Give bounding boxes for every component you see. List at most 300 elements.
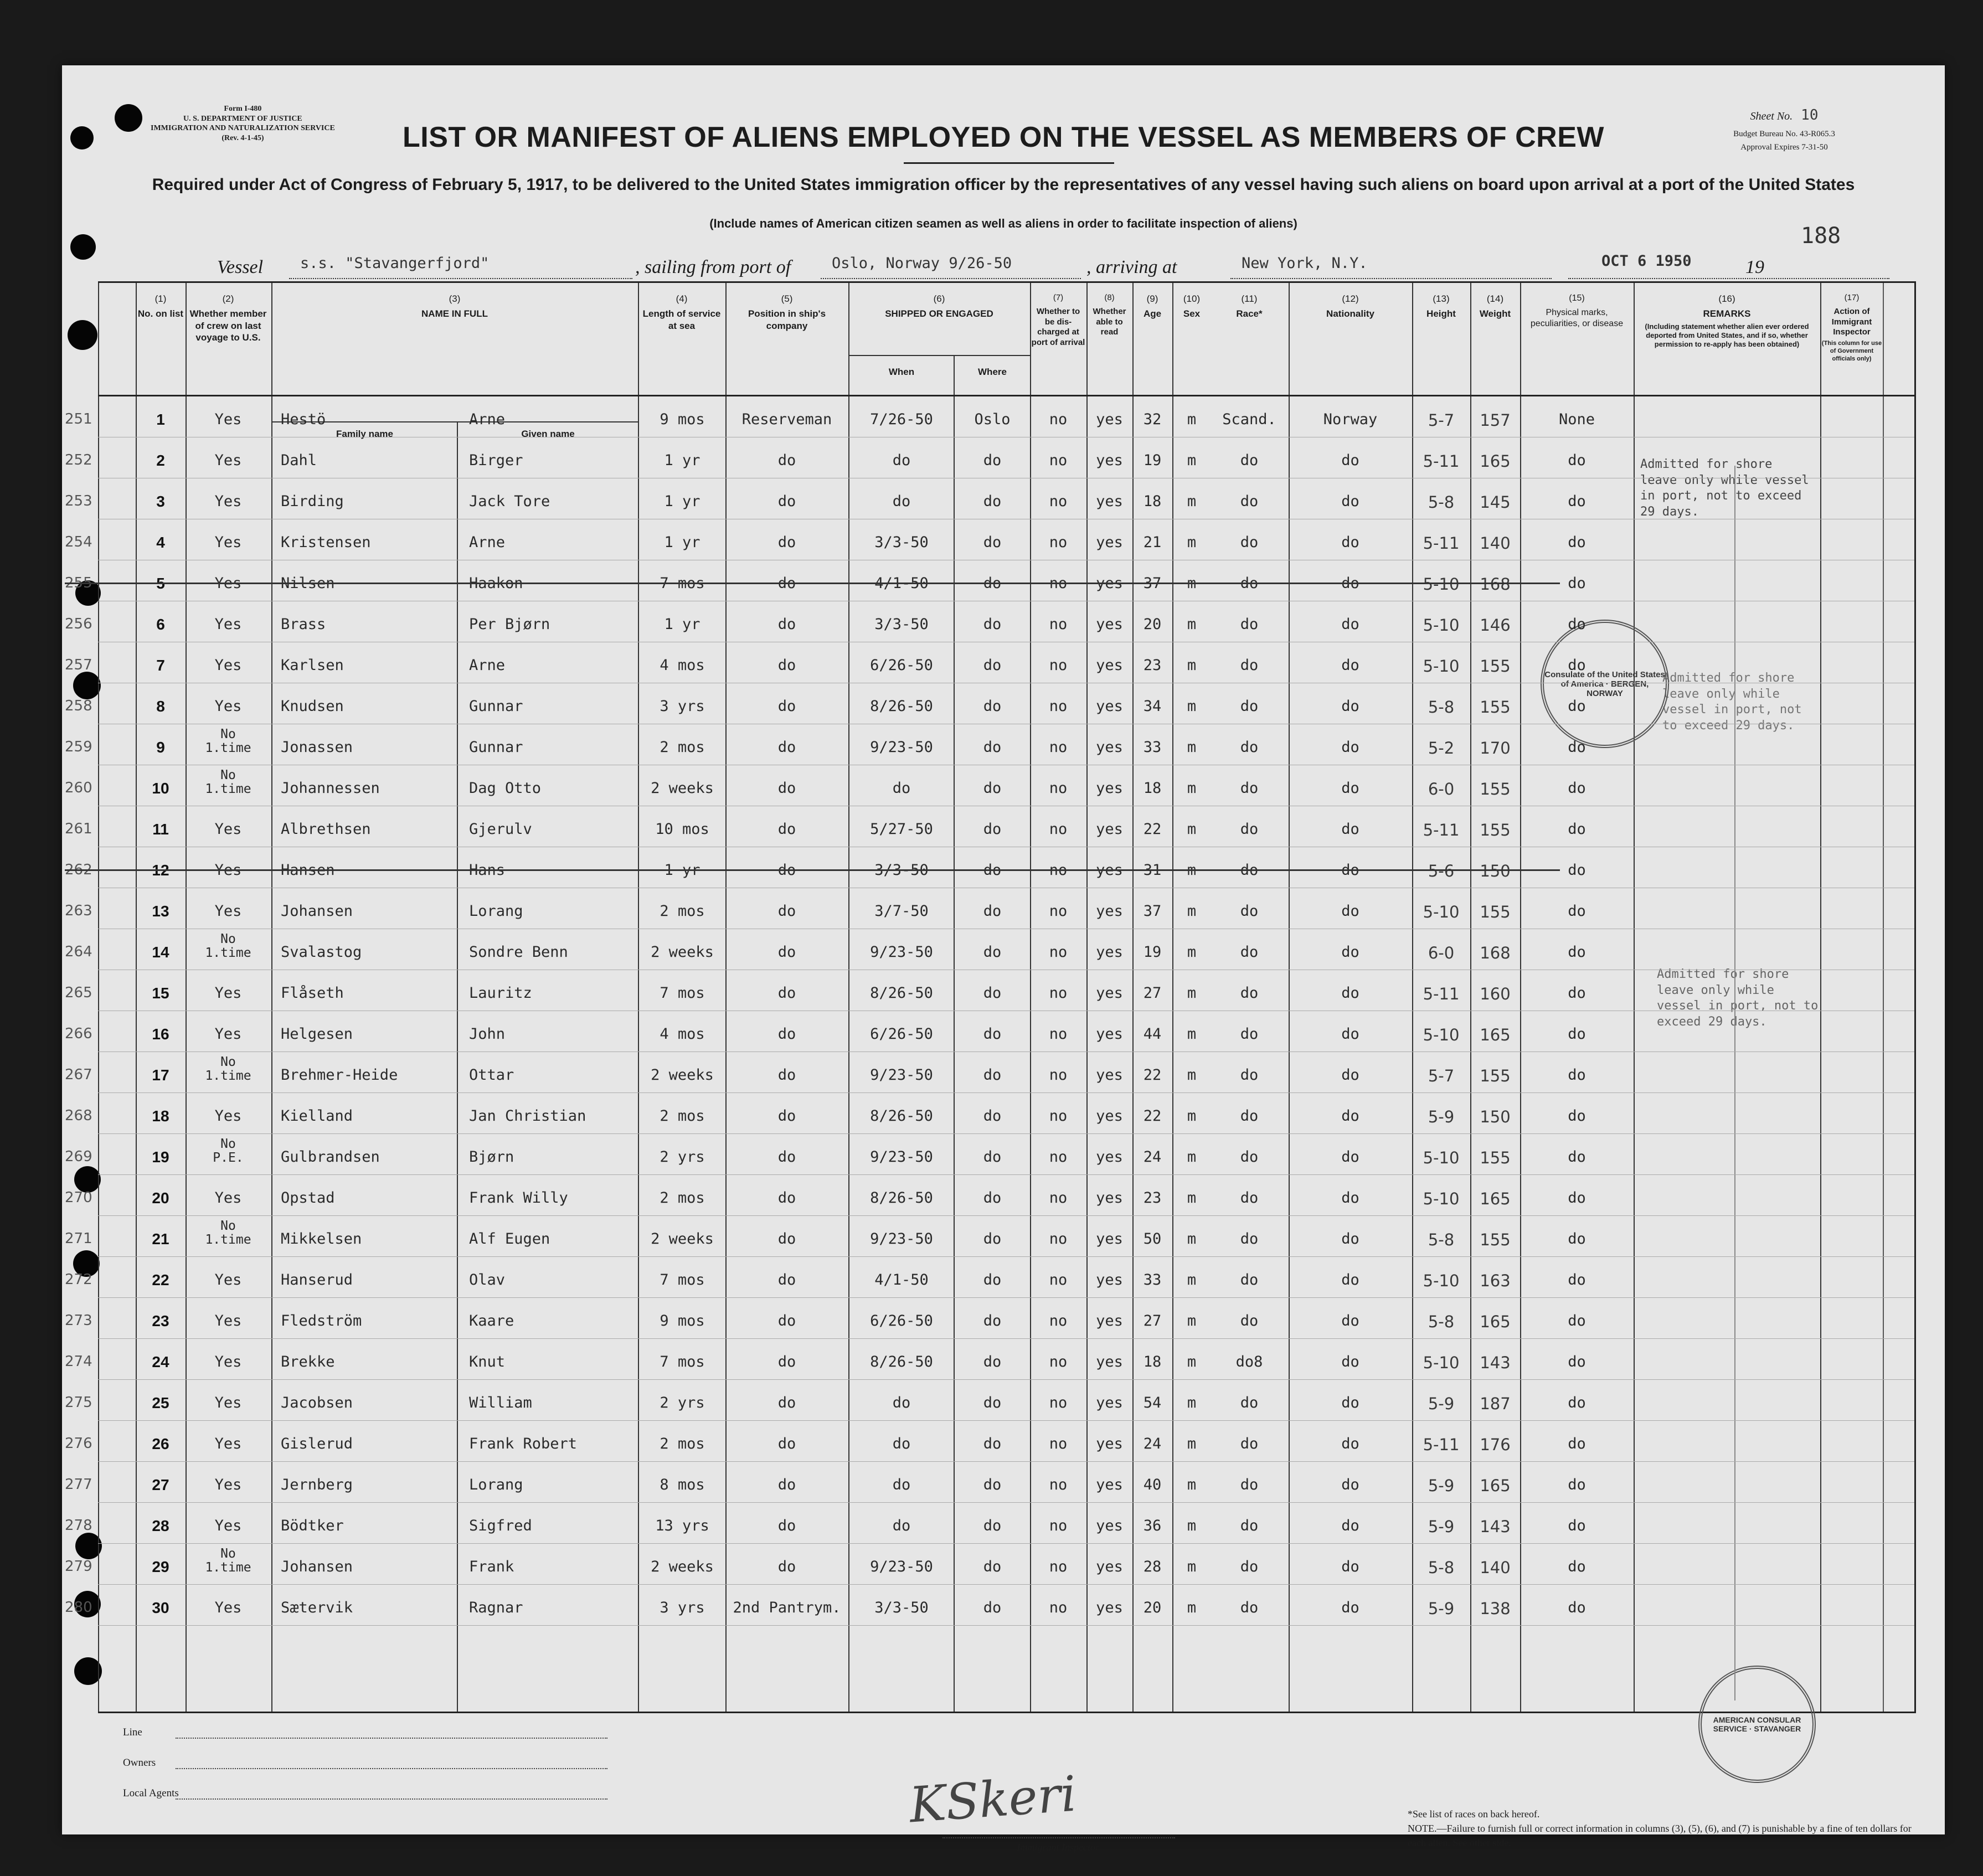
cell-sex: m xyxy=(1187,862,1197,879)
cell-given: Jan Christian xyxy=(469,1107,586,1125)
cell-nationality: do xyxy=(1341,739,1359,756)
cell-age: 18 xyxy=(1143,780,1162,797)
cell-where: do xyxy=(983,1271,1002,1289)
cell-margin: 259 xyxy=(65,739,92,755)
cell-weight: 155 xyxy=(1480,1066,1511,1085)
cell-position: do xyxy=(777,1558,796,1575)
cell-discharge: no xyxy=(1049,1066,1068,1084)
sailing-blank xyxy=(821,278,1081,279)
cell-given: Olav xyxy=(469,1271,506,1289)
cell-read: yes xyxy=(1096,985,1123,1002)
cell-given: Frank Robert xyxy=(469,1435,578,1452)
cell-no: 7 xyxy=(156,657,165,674)
header-label: Sex xyxy=(1183,308,1201,319)
cell-race: do xyxy=(1240,985,1259,1002)
header-num: (6) xyxy=(933,293,945,304)
cell-weight: 155 xyxy=(1480,1230,1511,1249)
header-able-read xyxy=(1088,293,1131,338)
cell-position: do xyxy=(777,1312,796,1329)
cell-where: do xyxy=(983,575,1002,592)
cell-marks: do xyxy=(1568,657,1586,674)
header-inspector-note: (This column for use of Government officials only) xyxy=(1821,340,1882,362)
cell-discharge: no xyxy=(1049,821,1068,838)
cell-service: 7 mos xyxy=(660,1353,705,1370)
cell-given: Kaare xyxy=(469,1312,514,1329)
cell-no: 20 xyxy=(152,1189,169,1207)
header-label: Nationality xyxy=(1326,308,1374,319)
inspector-label: Immigrant Inspector. xyxy=(942,1837,1175,1853)
cell-race: do xyxy=(1240,1066,1259,1084)
cell-given: Birger xyxy=(469,452,523,469)
cell-where: do xyxy=(983,1230,1002,1248)
cell-given: Arne xyxy=(469,411,506,428)
cell-age: 27 xyxy=(1143,1312,1162,1329)
cell-service: 7 mos xyxy=(660,1271,705,1289)
cell-position: do xyxy=(777,1025,796,1043)
cell-marks: do xyxy=(1568,739,1586,756)
cell-discharge: no xyxy=(1049,698,1068,715)
cell-sex: m xyxy=(1187,903,1197,920)
cell-no: 17 xyxy=(152,1066,169,1084)
cell-sex: m xyxy=(1187,575,1197,592)
cell-read: yes xyxy=(1096,575,1123,592)
cell-margin: 258 xyxy=(65,698,92,714)
cell-discharge: no xyxy=(1049,739,1068,756)
cell-service: 1 yr xyxy=(664,534,701,551)
cell-margin: 277 xyxy=(65,1476,92,1493)
cell-marks: do xyxy=(1568,1476,1586,1493)
cell-read: yes xyxy=(1096,534,1123,551)
table-row xyxy=(65,601,1914,642)
cell-marks: do xyxy=(1568,1189,1586,1207)
cell-service: 2 weeks xyxy=(651,780,714,797)
header-num: (2) xyxy=(222,293,234,304)
cell-discharge: no xyxy=(1049,944,1068,961)
cell-given: Lorang xyxy=(469,1476,523,1493)
cell-no: 2 xyxy=(156,452,165,469)
header-label: SHIPPED OR ENGAGED xyxy=(885,308,993,319)
header-label: Whether able to read xyxy=(1093,306,1126,337)
cell-height: 5-8 xyxy=(1428,493,1455,512)
cell-position: do xyxy=(777,1476,796,1493)
cell-read: yes xyxy=(1096,1025,1123,1043)
header-label: NAME IN FULL xyxy=(421,308,488,319)
cell-sex: m xyxy=(1187,780,1197,797)
cell-where: do xyxy=(983,657,1002,674)
cell-service: 3 yrs xyxy=(660,1599,705,1616)
cell-age: 28 xyxy=(1143,1558,1162,1575)
cell-service: 2 mos xyxy=(660,1435,705,1452)
cell-nationality: do xyxy=(1341,780,1359,797)
cell-no: 29 xyxy=(152,1558,169,1575)
cell-when: 3/3-50 xyxy=(874,1599,929,1616)
cell-marks: do xyxy=(1568,575,1586,592)
cell-height: 5-9 xyxy=(1428,1476,1455,1495)
cell-prev: Yes xyxy=(214,1394,242,1411)
cell-position: do xyxy=(777,1394,796,1411)
cell-marks: do xyxy=(1568,452,1586,469)
cell-service: 1 yr xyxy=(664,616,701,633)
cell-height: 5-10 xyxy=(1423,1148,1460,1167)
cell-given: Frank xyxy=(469,1558,514,1575)
cell-prev: Yes xyxy=(214,657,242,674)
cell-race: do xyxy=(1240,493,1259,510)
cell-nationality: do xyxy=(1341,1066,1359,1084)
cell-position: do xyxy=(777,944,796,961)
cell-marks: do xyxy=(1568,862,1586,879)
page-number: 188 xyxy=(1801,223,1841,249)
cell-race: do xyxy=(1240,1148,1259,1166)
cell-sex: m xyxy=(1187,452,1197,469)
cell-prev: Yes xyxy=(214,534,242,551)
cell-given: Arne xyxy=(469,534,506,551)
arriving-at: New York, N.Y. xyxy=(1242,255,1368,272)
cell-marks: do xyxy=(1568,1025,1586,1043)
cell-race: do xyxy=(1240,1517,1259,1534)
cell-given: Gunnar xyxy=(469,698,523,715)
cell-when: 8/26-50 xyxy=(870,698,933,715)
cell-position: do xyxy=(777,780,796,797)
header-label: Physical marks, peculiarities, or disease xyxy=(1530,308,1624,328)
cell-where: do xyxy=(983,903,1002,920)
cell-race: do xyxy=(1240,452,1259,469)
cell-sex: m xyxy=(1187,739,1197,756)
table-row xyxy=(65,1544,1914,1585)
cell-where: do xyxy=(983,739,1002,756)
cell-age: 32 xyxy=(1143,411,1162,428)
cell-no: 10 xyxy=(152,780,169,797)
table-row xyxy=(65,1134,1914,1175)
cell-margin: 276 xyxy=(65,1435,92,1452)
header-name-in-full xyxy=(272,293,637,320)
cell-when: 3/3-50 xyxy=(874,862,929,879)
table-row xyxy=(65,1257,1914,1298)
cell-margin: 251 xyxy=(65,411,92,427)
cell-age: 22 xyxy=(1143,821,1162,838)
cell-given: Arne xyxy=(469,657,506,674)
cell-position: do xyxy=(777,1148,796,1166)
cell-marks: do xyxy=(1568,1271,1586,1289)
header-remarks xyxy=(1635,293,1819,349)
cell-weight: 187 xyxy=(1480,1394,1511,1413)
cell-read: yes xyxy=(1096,1353,1123,1370)
cell-weight: 165 xyxy=(1480,1189,1511,1208)
cell-discharge: no xyxy=(1049,1230,1068,1248)
cell-service: 2 weeks xyxy=(651,1558,714,1575)
cell-discharge: no xyxy=(1049,1558,1068,1575)
cell-where: do xyxy=(983,1435,1002,1452)
cell-race: do xyxy=(1240,780,1259,797)
cell-discharge: no xyxy=(1049,780,1068,797)
cell-prev: Yes xyxy=(214,903,242,920)
cell-given: Bjørn xyxy=(469,1148,514,1166)
cell-prev: No 1.time xyxy=(205,932,251,961)
cell-height: 5-8 xyxy=(1428,1230,1455,1249)
cell-margin: 280 xyxy=(65,1599,92,1616)
cell-discharge: no xyxy=(1049,1271,1068,1289)
cell-height: 5-9 xyxy=(1428,1599,1455,1618)
page-subtitle: Required under Act of Congress of February 5, 1917, to be delivered to the United States immigration officer by the representatives of any vessel having such aliens on board upon arrival at a port of the United States xyxy=(152,176,1855,194)
cell-family: Mikkelsen xyxy=(281,1230,362,1248)
cell-service: 4 mos xyxy=(660,657,705,674)
cell-height: 5-10 xyxy=(1423,657,1460,676)
table-row xyxy=(65,1585,1914,1626)
cell-read: yes xyxy=(1096,944,1123,961)
cell-sex: m xyxy=(1187,1558,1197,1575)
department: U. S. DEPARTMENT OF JUSTICE xyxy=(183,114,302,123)
cell-age: 23 xyxy=(1143,657,1162,674)
cell-age: 24 xyxy=(1143,1435,1162,1452)
cell-position: do xyxy=(777,1435,796,1452)
cell-family: Knudsen xyxy=(281,698,344,715)
cell-position: do xyxy=(777,1066,796,1084)
cell-height: 5-8 xyxy=(1428,1558,1455,1577)
cell-nationality: do xyxy=(1341,903,1359,920)
cell-service: 9 mos xyxy=(660,411,705,428)
cell-position: do xyxy=(777,985,796,1002)
cell-race: do xyxy=(1240,575,1259,592)
approval-expiry: Approval Expires 7-31-50 xyxy=(1740,142,1828,152)
cell-nationality: do xyxy=(1341,821,1359,838)
row-divider xyxy=(98,1625,1914,1626)
cell-marks: do xyxy=(1568,821,1586,838)
header-position xyxy=(727,293,847,332)
cell-discharge: no xyxy=(1049,534,1068,551)
cell-no: 30 xyxy=(152,1599,169,1616)
cell-prev: No 1.time xyxy=(205,1055,251,1084)
cell-prev: No 1.time xyxy=(205,1547,251,1575)
sheet-label: Sheet No. xyxy=(1750,110,1793,122)
header-num: (15) xyxy=(1569,293,1585,303)
cell-given: Ragnar xyxy=(469,1599,523,1616)
cell-when: 9/23-50 xyxy=(870,1148,933,1166)
cell-service: 2 weeks xyxy=(651,944,714,961)
cell-no: 18 xyxy=(152,1107,169,1125)
cell-read: yes xyxy=(1096,1394,1123,1411)
cell-when: 9/23-50 xyxy=(870,944,933,961)
header-num: (16) xyxy=(1718,293,1735,304)
cell-given: Jack Tore xyxy=(469,493,550,510)
cell-position: do xyxy=(777,1230,796,1248)
cell-family: Jernberg xyxy=(281,1476,353,1493)
cell-service: 1 yr xyxy=(664,862,701,879)
cell-position: do xyxy=(777,739,796,756)
cell-given: Sigfred xyxy=(469,1517,532,1534)
cell-when: 9/23-50 xyxy=(870,1066,933,1084)
cell-height: 5-10 xyxy=(1423,903,1460,921)
header-num: (1) xyxy=(154,293,167,304)
cell-when: 9/23-50 xyxy=(870,1558,933,1575)
cell-discharge: no xyxy=(1049,616,1068,633)
cell-discharge: no xyxy=(1049,657,1068,674)
cell-family: Hestö xyxy=(281,411,326,428)
cell-family: Johansen xyxy=(281,1558,353,1575)
cell-prev: Yes xyxy=(214,1189,242,1207)
cell-service: 2 mos xyxy=(660,1107,705,1125)
cell-race: do xyxy=(1240,944,1259,961)
cell-margin: 265 xyxy=(65,985,92,1001)
table-row xyxy=(65,1093,1914,1134)
cell-when: 7/26-50 xyxy=(870,411,933,428)
cell-where: do xyxy=(983,1107,1002,1125)
cell-age: 24 xyxy=(1143,1148,1162,1166)
table-row xyxy=(65,1052,1914,1093)
cell-margin: 264 xyxy=(65,944,92,960)
cell-race: Scand. xyxy=(1222,411,1276,428)
cell-margin: 278 xyxy=(65,1517,92,1534)
cell-weight: 176 xyxy=(1480,1435,1511,1454)
cell-when: 5/27-50 xyxy=(870,821,933,838)
cell-discharge: no xyxy=(1049,575,1068,592)
cell-discharge: no xyxy=(1049,1517,1068,1534)
form-number: Form I-480 xyxy=(224,105,262,113)
header-prev-voyage xyxy=(187,293,270,343)
header-label: Whether to be dis-charged at port of arrival xyxy=(1031,306,1085,347)
cell-service: 2 weeks xyxy=(651,1066,714,1084)
cell-prev: Yes xyxy=(214,1312,242,1329)
header-label: Weight xyxy=(1479,308,1511,319)
punch-hole xyxy=(74,1166,101,1193)
cell-prev: Yes xyxy=(214,1599,242,1616)
cell-no: 23 xyxy=(152,1312,169,1329)
footer-owners-blank xyxy=(176,1768,607,1769)
cell-sex: m xyxy=(1187,493,1197,510)
cell-weight: 168 xyxy=(1480,575,1511,594)
cell-weight: 168 xyxy=(1480,944,1511,962)
cell-when: 9/23-50 xyxy=(870,739,933,756)
cell-service: 4 mos xyxy=(660,1025,705,1043)
header-family-name: Family name xyxy=(336,429,393,439)
cell-margin: 257 xyxy=(65,657,92,673)
cell-family: Svalastog xyxy=(281,944,362,961)
cell-race: do xyxy=(1240,903,1259,920)
cell-when: do xyxy=(892,493,911,510)
cell-sex: m xyxy=(1187,1353,1197,1370)
cell-family: Gislerud xyxy=(281,1435,353,1452)
cell-family: Jacobsen xyxy=(281,1394,353,1411)
cell-discharge: no xyxy=(1049,1189,1068,1207)
cell-service: 2 yrs xyxy=(660,1394,705,1411)
cell-margin: 267 xyxy=(65,1066,92,1083)
header-label: Race* xyxy=(1236,308,1263,319)
cell-nationality: do xyxy=(1341,1107,1359,1125)
cell-where: do xyxy=(983,1066,1002,1084)
cell-sex: m xyxy=(1187,534,1197,551)
header-label: Height xyxy=(1426,308,1456,319)
cell-sex: m xyxy=(1187,1148,1197,1166)
cell-sex: m xyxy=(1187,1107,1197,1125)
arrival-date-stamp: OCT 6 1950 xyxy=(1601,252,1692,270)
cell-where: do xyxy=(983,1189,1002,1207)
cell-marks: do xyxy=(1568,1312,1586,1329)
header-label: Action of Immigrant Inspector xyxy=(1831,306,1872,337)
cell-nationality: do xyxy=(1341,616,1359,633)
cell-age: 33 xyxy=(1143,1271,1162,1289)
cell-marks: do xyxy=(1568,780,1586,797)
cell-no: 26 xyxy=(152,1435,169,1452)
cell-race: do xyxy=(1240,1599,1259,1616)
cell-sex: m xyxy=(1187,1517,1197,1534)
cell-age: 33 xyxy=(1143,739,1162,756)
cell-read: yes xyxy=(1096,1517,1123,1534)
cell-prev: Yes xyxy=(214,575,242,592)
cell-weight: 155 xyxy=(1480,821,1511,839)
cell-weight: 160 xyxy=(1480,985,1511,1003)
consulate-stamp: Consulate of the United States of America · BERGEN, NORWAY xyxy=(1541,620,1669,748)
cell-where: do xyxy=(983,862,1002,879)
cell-family: Flåseth xyxy=(281,985,344,1002)
cell-position: do xyxy=(777,534,796,551)
cell-when: 6/26-50 xyxy=(870,1312,933,1329)
cell-position: do xyxy=(777,1517,796,1534)
cell-height: 5-10 xyxy=(1423,616,1460,635)
cell-marks: do xyxy=(1568,944,1586,961)
cell-age: 19 xyxy=(1143,452,1162,469)
cell-age: 54 xyxy=(1143,1394,1162,1411)
cell-read: yes xyxy=(1096,1148,1123,1166)
page-instruction: (Include names of American citizen seamen as well as aliens in order to facilitate inspection of aliens) xyxy=(709,217,1297,230)
cell-height: 5-2 xyxy=(1428,739,1455,757)
cell-age: 21 xyxy=(1143,534,1162,551)
cell-height: 5-11 xyxy=(1423,1435,1460,1454)
cell-family: Kristensen xyxy=(281,534,371,551)
header-physical-marks xyxy=(1521,293,1632,329)
cell-family: Brekke xyxy=(281,1353,335,1370)
cell-race: do xyxy=(1240,616,1259,633)
punch-hole xyxy=(68,320,97,350)
cell-prev: Yes xyxy=(214,411,242,428)
table-row xyxy=(65,560,1914,601)
cell-marks: do xyxy=(1568,1394,1586,1411)
table-row xyxy=(65,396,1914,437)
cell-marks: do xyxy=(1568,1599,1586,1616)
cell-race: do xyxy=(1240,1558,1259,1575)
cell-no: 1 xyxy=(156,411,165,428)
cell-read: yes xyxy=(1096,862,1123,879)
cell-weight: 145 xyxy=(1480,493,1511,512)
cell-margin: 270 xyxy=(65,1189,92,1206)
cell-nationality: do xyxy=(1341,1148,1359,1166)
cell-position: do xyxy=(777,616,796,633)
cell-service: 7 mos xyxy=(660,985,705,1002)
cell-height: 5-8 xyxy=(1428,1312,1455,1331)
cell-position: do xyxy=(777,1107,796,1125)
cell-family: Dahl xyxy=(281,452,317,469)
cell-sex: m xyxy=(1187,821,1197,838)
cell-when: 6/26-50 xyxy=(870,657,933,674)
cell-height: 5-10 xyxy=(1423,1189,1460,1208)
cell-family: Bödtker xyxy=(281,1517,344,1534)
cell-age: 36 xyxy=(1143,1517,1162,1534)
cell-nationality: do xyxy=(1341,1025,1359,1043)
cell-prev: Yes xyxy=(214,1025,242,1043)
cell-marks: do xyxy=(1568,1353,1586,1370)
year-label: 19 xyxy=(1745,257,1764,277)
cell-position: do xyxy=(777,493,796,510)
cell-marks: do xyxy=(1568,1517,1586,1534)
cell-service: 1 yr xyxy=(664,452,701,469)
cell-no: 28 xyxy=(152,1517,169,1534)
cell-given: Sondre Benn xyxy=(469,944,568,961)
cell-where: do xyxy=(983,985,1002,1002)
cell-height: 5-10 xyxy=(1423,575,1460,594)
cell-age: 22 xyxy=(1143,1066,1162,1084)
strike-through-line xyxy=(65,583,1560,584)
cell-weight: 157 xyxy=(1480,411,1511,430)
cell-when: 4/1-50 xyxy=(874,575,929,592)
cell-height: 5-11 xyxy=(1423,985,1460,1003)
cell-position: do xyxy=(777,862,796,879)
